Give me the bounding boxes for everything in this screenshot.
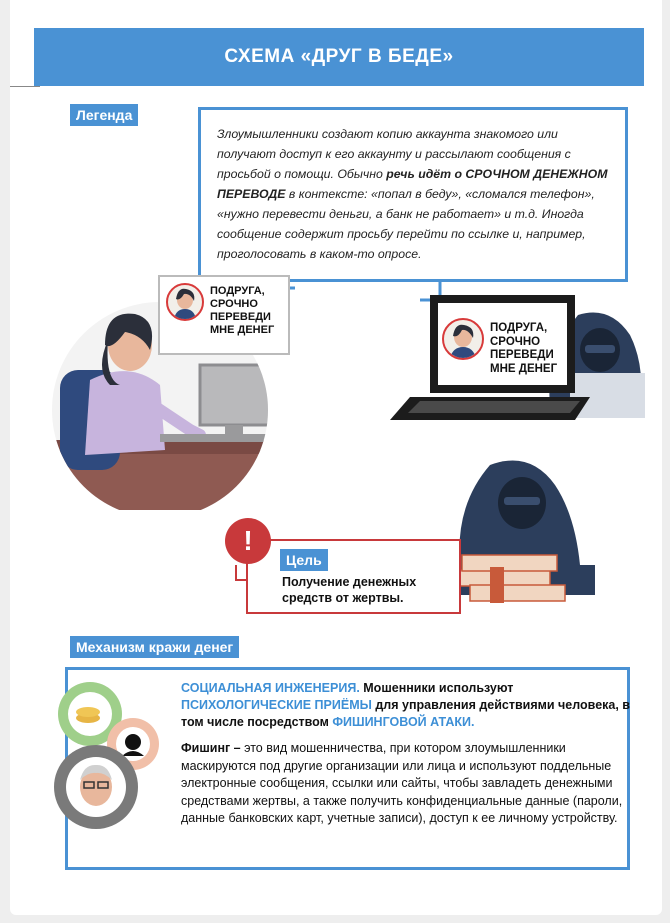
infographic-page [10, 0, 662, 915]
goal-tag: Цель [280, 549, 328, 571]
legend-text-2: в контексте: «попал в беду», «сломался телефон», «нужно перевести деньги, а банк не работает» и т.д. Иногда сообщение содержит просьбу перейти по ссылке и, например, проголосовать в каком-то опросе. [217, 187, 595, 261]
laptop-line-4: МНЕ ДЕНЕГ [490, 362, 558, 375]
gears-illustration [38, 672, 188, 842]
legend-tag: Легенда [70, 104, 138, 126]
bubble-line-3: ПЕРЕВЕДИ [210, 311, 271, 323]
lead-highlight-1: СОЦИАЛЬНАЯ ИНЖЕНЕРИЯ. [181, 681, 360, 695]
mechanism-lead [181, 680, 631, 731]
goal-text [282, 574, 416, 606]
phishing-definition [181, 740, 626, 828]
laptop-line-3: ПЕРЕВЕДИ [490, 349, 554, 361]
mechanism-box [65, 667, 630, 870]
bubble-line-1: ПОДРУГА, [210, 285, 265, 297]
victim-speech-bubble [158, 275, 290, 355]
lead-text-1: Мошенники используют [359, 681, 514, 695]
legend-text-box [198, 107, 628, 282]
laptop-line-1: ПОДРУГА, [490, 322, 548, 334]
bubble-line-2: СРОЧНО [210, 298, 258, 310]
gear-elder-icon [54, 745, 138, 829]
page-title: СХЕМА «ДРУГ В БЕДЕ» [34, 28, 644, 86]
laptop-message [490, 322, 557, 376]
legend-text-1: Злоумышленники создают копию аккаунта знакомого или получают доступ к его аккаунту и рассылают сообщения с просьбой о помощи. Обычно [217, 127, 571, 181]
money-stack-icon [455, 555, 565, 603]
lead-text-2: для управления действиями человека, в том числе посредством [181, 698, 630, 729]
phishing-term: Фишинг – [181, 741, 241, 755]
phishing-text: это вид мошенничества, при котором злоумышленники маскируются под другие организации или лица и используют поддельные электронные сообщения, ссылки или сайты, чтобы завладеть денежными средствами жертвы, а также получить конфиденциальные данные (пароли, данные банковских карт, учетные записи), доступ к ее личному устройству. [181, 741, 623, 825]
laptop-line-2: СРОЧНО [490, 335, 541, 348]
friend-avatar-icon [166, 283, 204, 321]
goal-box [246, 539, 461, 614]
laptop-friend-avatar-icon [442, 318, 484, 360]
bubble-line-4: МНЕ ДЕНЕГ [210, 324, 275, 336]
goal-line-2: средств от жертвы. [282, 591, 404, 605]
lead-highlight-3: ФИШИНГОВОЙ АТАКИ. [332, 715, 475, 729]
goal-line-1: Получение денежных [282, 575, 417, 589]
alert-icon: ! [225, 518, 271, 564]
mechanism-tag: Механизм кражи денег [70, 636, 239, 658]
lead-highlight-2: ПСИХОЛОГИЧЕСКИЕ ПРИЁМЫ [181, 698, 372, 712]
legend-text-bold: речь идёт о СРОЧНОМ ДЕНЕЖНОМ ПЕРЕВОДЕ [217, 167, 608, 201]
